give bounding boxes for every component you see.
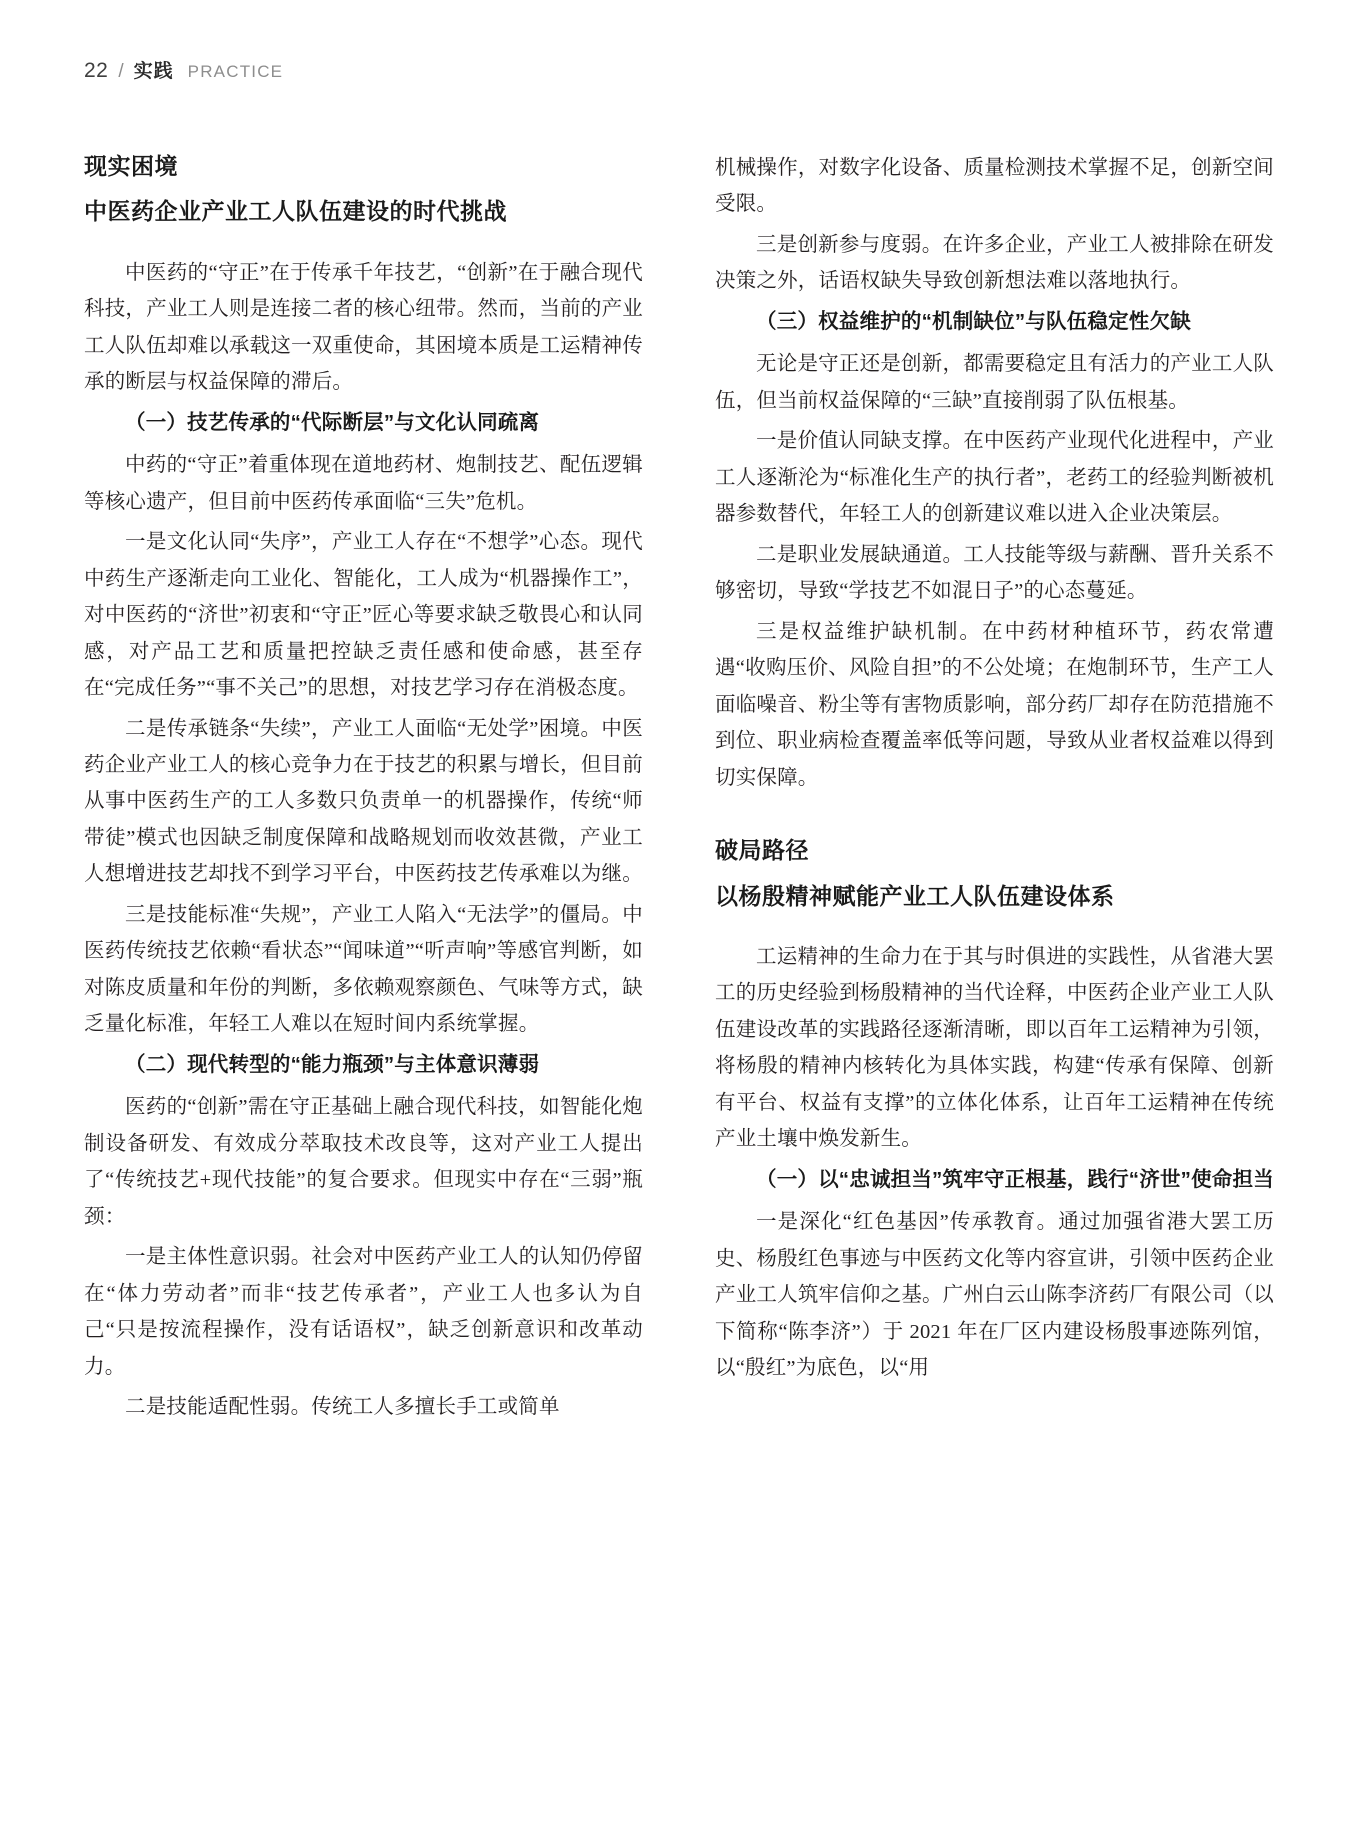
left-heading-sub: 中医药企业产业工人队伍建设的时代挑战 bbox=[84, 198, 507, 225]
paragraph: 三是权益维护缺机制。在中药材种植环节，药农常遭遇“收购压价、风险自担”的不公处境；在炮制环节，生产工人面临噪音、粉尘等有害物质影响，部分药厂却存在防范措施不到位、职业病检查覆盖率低等问题，导致从业者权益难以得到切实保障。 bbox=[715, 620, 1274, 789]
left-column bbox=[84, 150, 643, 1430]
paragraph: 三是创新参与度弱。在许多企业，产业工人被排除在研发决策之外，话语权缺失导致创新想法难以落地执行。 bbox=[715, 233, 1274, 293]
paragraph: 中医药的“守正”在于传承千年技艺，“创新”在于融合现代科技，产业工人则是连接二者的核心纽带。然而，当前的产业工人队伍却难以承载这一双重使命，其困境本质是工运精神传承的断层与权益保障的滞后。 bbox=[84, 261, 643, 394]
right-subheading-2: （一）以“忠诚担当”筑牢守正根基，践行“济世”使命担当 bbox=[756, 1167, 1274, 1191]
header-separator: / bbox=[118, 61, 124, 82]
section-spacer bbox=[715, 800, 1274, 834]
paragraph: 无论是守正还是创新，都需要稳定且有活力的产业工人队伍，但当前权益保障的“三缺”直接削弱了队伍根基。 bbox=[715, 353, 1274, 412]
paragraph: 中药的“守正”着重体现在道地药材、炮制技艺、配伍逻辑等核心遗产，但目前中医药传承面临“三失”危机。 bbox=[84, 454, 643, 513]
right-heading-sub: 以杨殷精神赋能产业工人队伍建设体系 bbox=[715, 882, 1115, 909]
left-subheading-2: （二）现代转型的“能力瓶颈”与主体意识薄弱 bbox=[125, 1052, 540, 1076]
paragraph: 二是职业发展缺通道。工人技能等级与薪酬、晋升关系不够密切，导致“学技艺不如混日子”的心态蔓延。 bbox=[715, 543, 1274, 603]
page-number: 22 bbox=[84, 59, 109, 82]
paragraph: 一是主体性意识弱。社会对中医药产业工人的认知仍停留在“体力劳动者”而非“技艺传承者”，产业工人也多认为自己“只是按流程操作，没有话语权”，缺乏创新意识和改革动力。 bbox=[84, 1246, 643, 1378]
page-header bbox=[84, 56, 283, 83]
right-subheading-1: （三）权益维护的“机制缺位”与队伍稳定性欠缺 bbox=[756, 309, 1191, 333]
paragraph: 工运精神的生命力在于其与时俱进的实践性，从省港大罢工的历史经验到杨殷精神的当代诠释，中医药企业产业工人队伍建设改革的实践路径逐渐清晰，即以百年工运精神为引领，将杨殷的精神内核转化为具体实践，构建“传承有保障、创新有平台、权益有支撑”的立体化体系，让百年工运精神在传统产业土壤中焕发新生。 bbox=[715, 945, 1274, 1151]
two-column-body bbox=[84, 150, 1274, 1430]
paragraph: 二是技能适配性弱。传统工人多擅长手工或简单 bbox=[125, 1396, 560, 1419]
right-column bbox=[715, 150, 1274, 1430]
paragraph: 医药的“创新”需在守正基础上融合现代科技，如智能化炮制设备研发、有效成分萃取技术改良等，这对产业工人提出了“传统技艺+现代技能”的复合要求。但现实中存在“三弱”瓶颈： bbox=[84, 1096, 643, 1228]
paragraph: 三是技能标准“失规”，产业工人陷入“无法学”的僵局。中医药传统技艺依赖“看状态”“闻味道”“听声响”等感官判断，如对陈皮质量和年份的判断，多依赖观察颜色、气味等方式，缺乏量化标准，年轻工人难以在短时间内系统掌握。 bbox=[84, 903, 643, 1036]
section-title-cn: 实践 bbox=[133, 61, 174, 82]
left-heading-main: 现实困境 bbox=[84, 153, 178, 179]
right-heading-main: 破局路径 bbox=[715, 837, 809, 864]
paragraph: 一是文化认同“失序”，产业工人存在“不想学”心态。现代中药生产逐渐走向工业化、智能化，工人成为“机器操作工”，对中医药的“济世”初衷和“守正”匠心等要求缺乏敬畏心和认同感，对产品工艺和质量把控缺乏责任感和使命感，甚至存在“完成任务”“事不关己”的思想，对技艺学习存在消极态度。 bbox=[84, 531, 643, 700]
paragraph: 一是价值认同缺支撑。在中医药产业现代化进程中，产业工人逐渐沦为“标准化生产的执行者”，老药工的经验判断被机器参数替代，年轻工人的创新建议难以进入企业决策层。 bbox=[715, 430, 1274, 526]
section-title-en: PRACTICE bbox=[187, 62, 284, 81]
left-subheading-1: （一）技艺传承的“代际断层”与文化认同疏离 bbox=[125, 410, 540, 434]
paragraph: 一是深化“红色基因”传承教育。通过加强省港大罢工历史、杨殷红色事迹与中医药文化等内容宣讲，引领中医药企业产业工人筑牢信仰之基。广州白云山陈李济药厂有限公司（以下简称“陈李济”）于 2021 年在厂区内建设杨殷事迹陈列馆，以“殷红”为底色，以“用 bbox=[715, 1211, 1274, 1380]
paragraph: 机械操作，对数字化设备、质量检测技术掌握不足，创新空间受限。 bbox=[715, 157, 1274, 216]
paragraph: 二是传承链条“失续”，产业工人面临“无处学”困境。中医药企业产业工人的核心竞争力在于技艺的积累与增长，但目前从事中医药生产的工人多数只负责单一的机器操作，传统“师带徒”模式也因缺乏制度保障和战略规划而收效甚微，产业工人想增进技艺却找不到学习平台，中医药技艺传承难以为继。 bbox=[84, 717, 643, 886]
